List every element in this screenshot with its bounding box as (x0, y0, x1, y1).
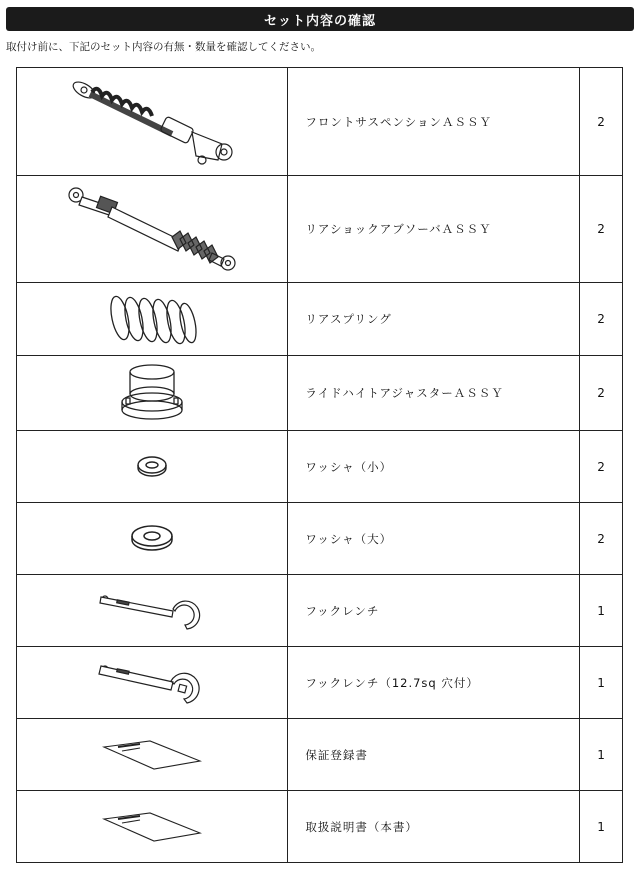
table-row (17, 356, 623, 431)
item-name: フロントサスペンションＡＳＳＹ (288, 68, 580, 176)
item-name: 取扱説明書（本書） (288, 791, 580, 863)
small-washer-illustration (132, 452, 172, 482)
hook-wrench-square-hole-illustration (97, 661, 207, 705)
item-qty: 2 (580, 283, 623, 356)
contents-table (16, 67, 623, 863)
table-row (17, 719, 623, 791)
table-row (17, 431, 623, 503)
item-qty: 2 (580, 356, 623, 431)
table-row (17, 176, 623, 283)
table-row (17, 68, 623, 176)
item-name: ライドハイトアジャスターＡＳＳＹ (288, 356, 580, 431)
item-qty: 1 (580, 647, 623, 719)
item-name: 保証登録書 (288, 719, 580, 791)
item-qty: 2 (580, 176, 623, 283)
item-name: ワッシャ（大） (288, 503, 580, 575)
item-qty: 2 (580, 431, 623, 503)
warranty-card-illustration (100, 737, 204, 773)
rear-shock-absorber-illustration (62, 179, 242, 279)
item-name: リアスプリング (288, 283, 580, 356)
section-title-banner (6, 7, 634, 31)
table-row (17, 575, 623, 647)
rear-spring-illustration (102, 288, 202, 350)
section-title: セット内容の確認 (263, 13, 376, 29)
table-row (17, 503, 623, 575)
item-qty: 2 (580, 68, 623, 176)
item-qty: 1 (580, 719, 623, 791)
manual-illustration (100, 809, 204, 845)
table-row (17, 283, 623, 356)
item-qty: 2 (580, 503, 623, 575)
item-qty: 1 (580, 575, 623, 647)
item-name: フックレンチ (288, 575, 580, 647)
ride-height-adjuster-illustration (112, 360, 192, 426)
table-row (17, 647, 623, 719)
item-name: ワッシャ（小） (288, 431, 580, 503)
table-row (17, 791, 623, 863)
item-qty: 1 (580, 791, 623, 863)
item-name: フックレンチ（12.7sq 穴付） (288, 647, 580, 719)
front-suspension-illustration (62, 70, 242, 174)
intro-text: 取付け前に、下記のセット内容の有無・数量を確認してください。 (6, 41, 321, 53)
large-washer-illustration (126, 521, 178, 557)
item-name: リアショックアブソーバＡＳＳＹ (288, 176, 580, 283)
hook-wrench-illustration (97, 591, 207, 631)
